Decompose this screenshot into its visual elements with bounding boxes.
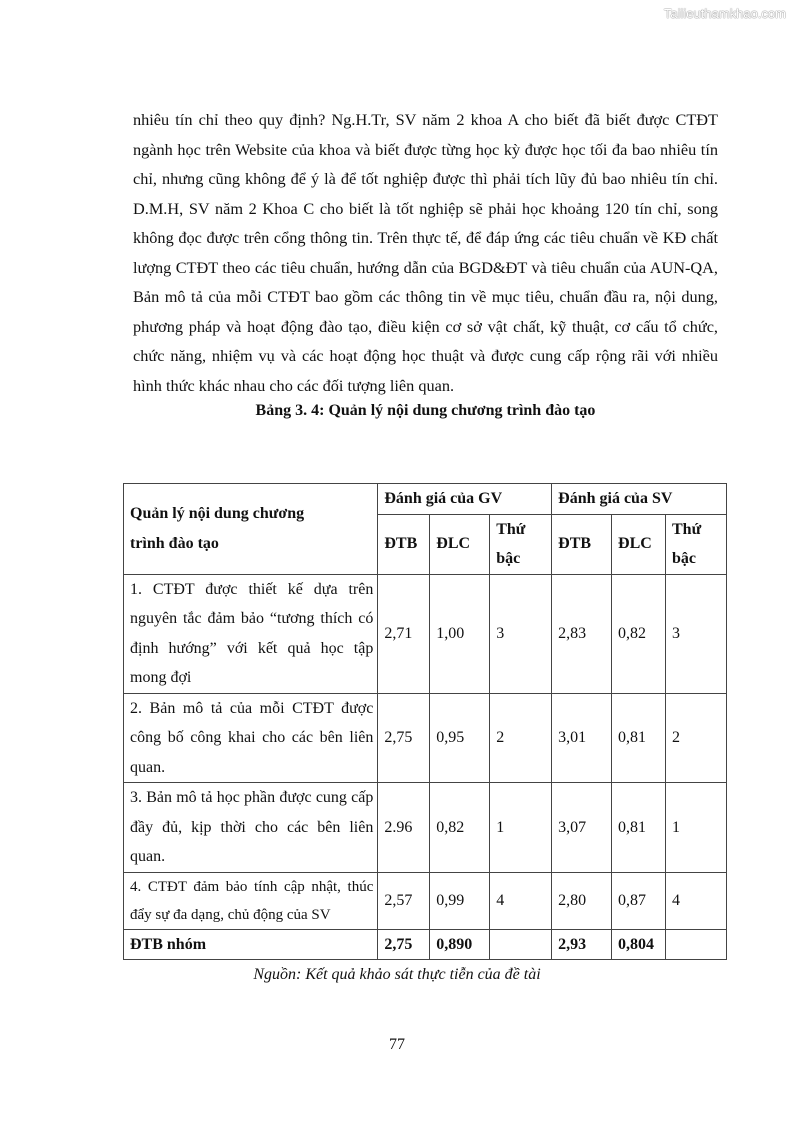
total-gv-dlc: 0,890 xyxy=(430,929,490,960)
gv-dlc: 0,82 xyxy=(430,783,490,873)
sv-rank: 3 xyxy=(666,574,727,693)
table-row xyxy=(124,574,727,693)
header-gv-rank: Thứ bậc xyxy=(490,514,552,574)
sv-dlc: 0,87 xyxy=(612,872,666,929)
sv-rank: 2 xyxy=(666,693,727,783)
table-source: Nguồn: Kết quả khảo sát thực tiễn của đề tài xyxy=(253,966,541,983)
gv-dtb: 2,71 xyxy=(378,574,430,693)
sv-dlc: 0,82 xyxy=(612,574,666,693)
row-label: 2. Bản mô tả của mỗi CTĐT được công bố công khai cho các bên liên quan. xyxy=(124,693,378,783)
gv-dlc: 0,99 xyxy=(430,872,490,929)
evaluation-table xyxy=(123,483,727,960)
header-sv-dtb: ĐTB xyxy=(552,514,612,574)
gv-dlc: 1,00 xyxy=(430,574,490,693)
body-paragraph: nhiêu tín chỉ theo quy định? Ng.H.Tr, SV năm 2 khoa A cho biết đã biết được CTĐT ngành học trên Website của khoa và biết được từng học kỳ được học tối đa bao nhiêu tín chỉ, nhưng cũng không để ý là để tốt nghiệp được thì phải tích lũy đủ bao nhiêu tín chỉ. D.M.H, SV năm 2 Khoa C cho biết là tốt nghiệp sẽ phải học khoảng 120 tín chỉ, song không đọc được trên cổng thông tin. Trên thực tế, để đáp ứng các tiêu chuẩn về KĐ chất lượng CTĐT theo các tiêu chuẩn, hướng dẫn của BGD&ĐT và tiêu chuẩn của AUN-QA, Bản mô tả của mỗi CTĐT bao gồm các thông tin về mục tiêu, chuẩn đầu ra, nội dung, phương pháp và hoạt động đào tạo, điều kiện cơ sở vật chất, kỹ thuật, cơ cấu tổ chức, chức năng, nhiệm vụ và các hoạt động học thuật và được cung cấp rộng rãi với nhiều hình thức khác nhau cho các đối tượng liên quan. xyxy=(133,110,718,395)
total-sv-dlc: 0,804 xyxy=(612,929,666,960)
table-total-row xyxy=(124,929,727,960)
sv-dtb: 3,07 xyxy=(552,783,612,873)
sv-dtb: 3,01 xyxy=(552,693,612,783)
total-label: ĐTB nhóm xyxy=(124,929,378,960)
sv-dtb: 2,83 xyxy=(552,574,612,693)
total-gv-dtb: 2,75 xyxy=(378,929,430,960)
header-gv-dtb: ĐTB xyxy=(378,514,430,574)
gv-dtb: 2,57 xyxy=(378,872,430,929)
header-sv-rank: Thứ bậc xyxy=(666,514,727,574)
header-group-gv: Đánh giá của GV xyxy=(378,484,552,515)
header-gv-dlc: ĐLC xyxy=(430,514,490,574)
table-row xyxy=(124,693,727,783)
sv-dlc: 0,81 xyxy=(612,693,666,783)
header-sv-dlc: ĐLC xyxy=(612,514,666,574)
gv-rank: 1 xyxy=(490,783,552,873)
total-sv-dtb: 2,93 xyxy=(552,929,612,960)
page-number: 77 xyxy=(389,1036,405,1053)
gv-rank: 4 xyxy=(490,872,552,929)
table-row xyxy=(124,872,727,929)
gv-dtb: 2,75 xyxy=(378,693,430,783)
sv-rank: 4 xyxy=(666,872,727,929)
header-group-sv: Đánh giá của SV xyxy=(552,484,727,515)
body-content xyxy=(133,105,718,432)
gv-dlc: 0,95 xyxy=(430,693,490,783)
gv-dtb: 2.96 xyxy=(378,783,430,873)
total-gv-rank xyxy=(490,929,552,960)
sv-dtb: 2,80 xyxy=(552,872,612,929)
row-label: 3. Bản mô tả học phần được cung cấp đầy đủ, kịp thời cho các bên liên quan. xyxy=(124,783,378,873)
gv-rank: 3 xyxy=(490,574,552,693)
sv-rank: 1 xyxy=(666,783,727,873)
table-caption: Bảng 3. 4: Quản lý nội dung chương trình đào tạo xyxy=(255,402,596,419)
header-main: Quản lý nội dung chương trình đào tạo xyxy=(124,484,378,575)
row-label: 4. CTĐT đảm bảo tính cập nhật, thúc đẩy sự đa dạng, chủ động của SV xyxy=(124,872,378,929)
row-label: 1. CTĐT được thiết kế dựa trên nguyên tắc đảm bảo “tương thích có định hướng” với kết quả học tập mong đợi xyxy=(124,574,378,693)
table-row xyxy=(124,783,727,873)
watermark: Tailieuthamkhao.com xyxy=(663,6,786,21)
sv-dlc: 0,81 xyxy=(612,783,666,873)
total-sv-rank xyxy=(666,929,727,960)
gv-rank: 2 xyxy=(490,693,552,783)
